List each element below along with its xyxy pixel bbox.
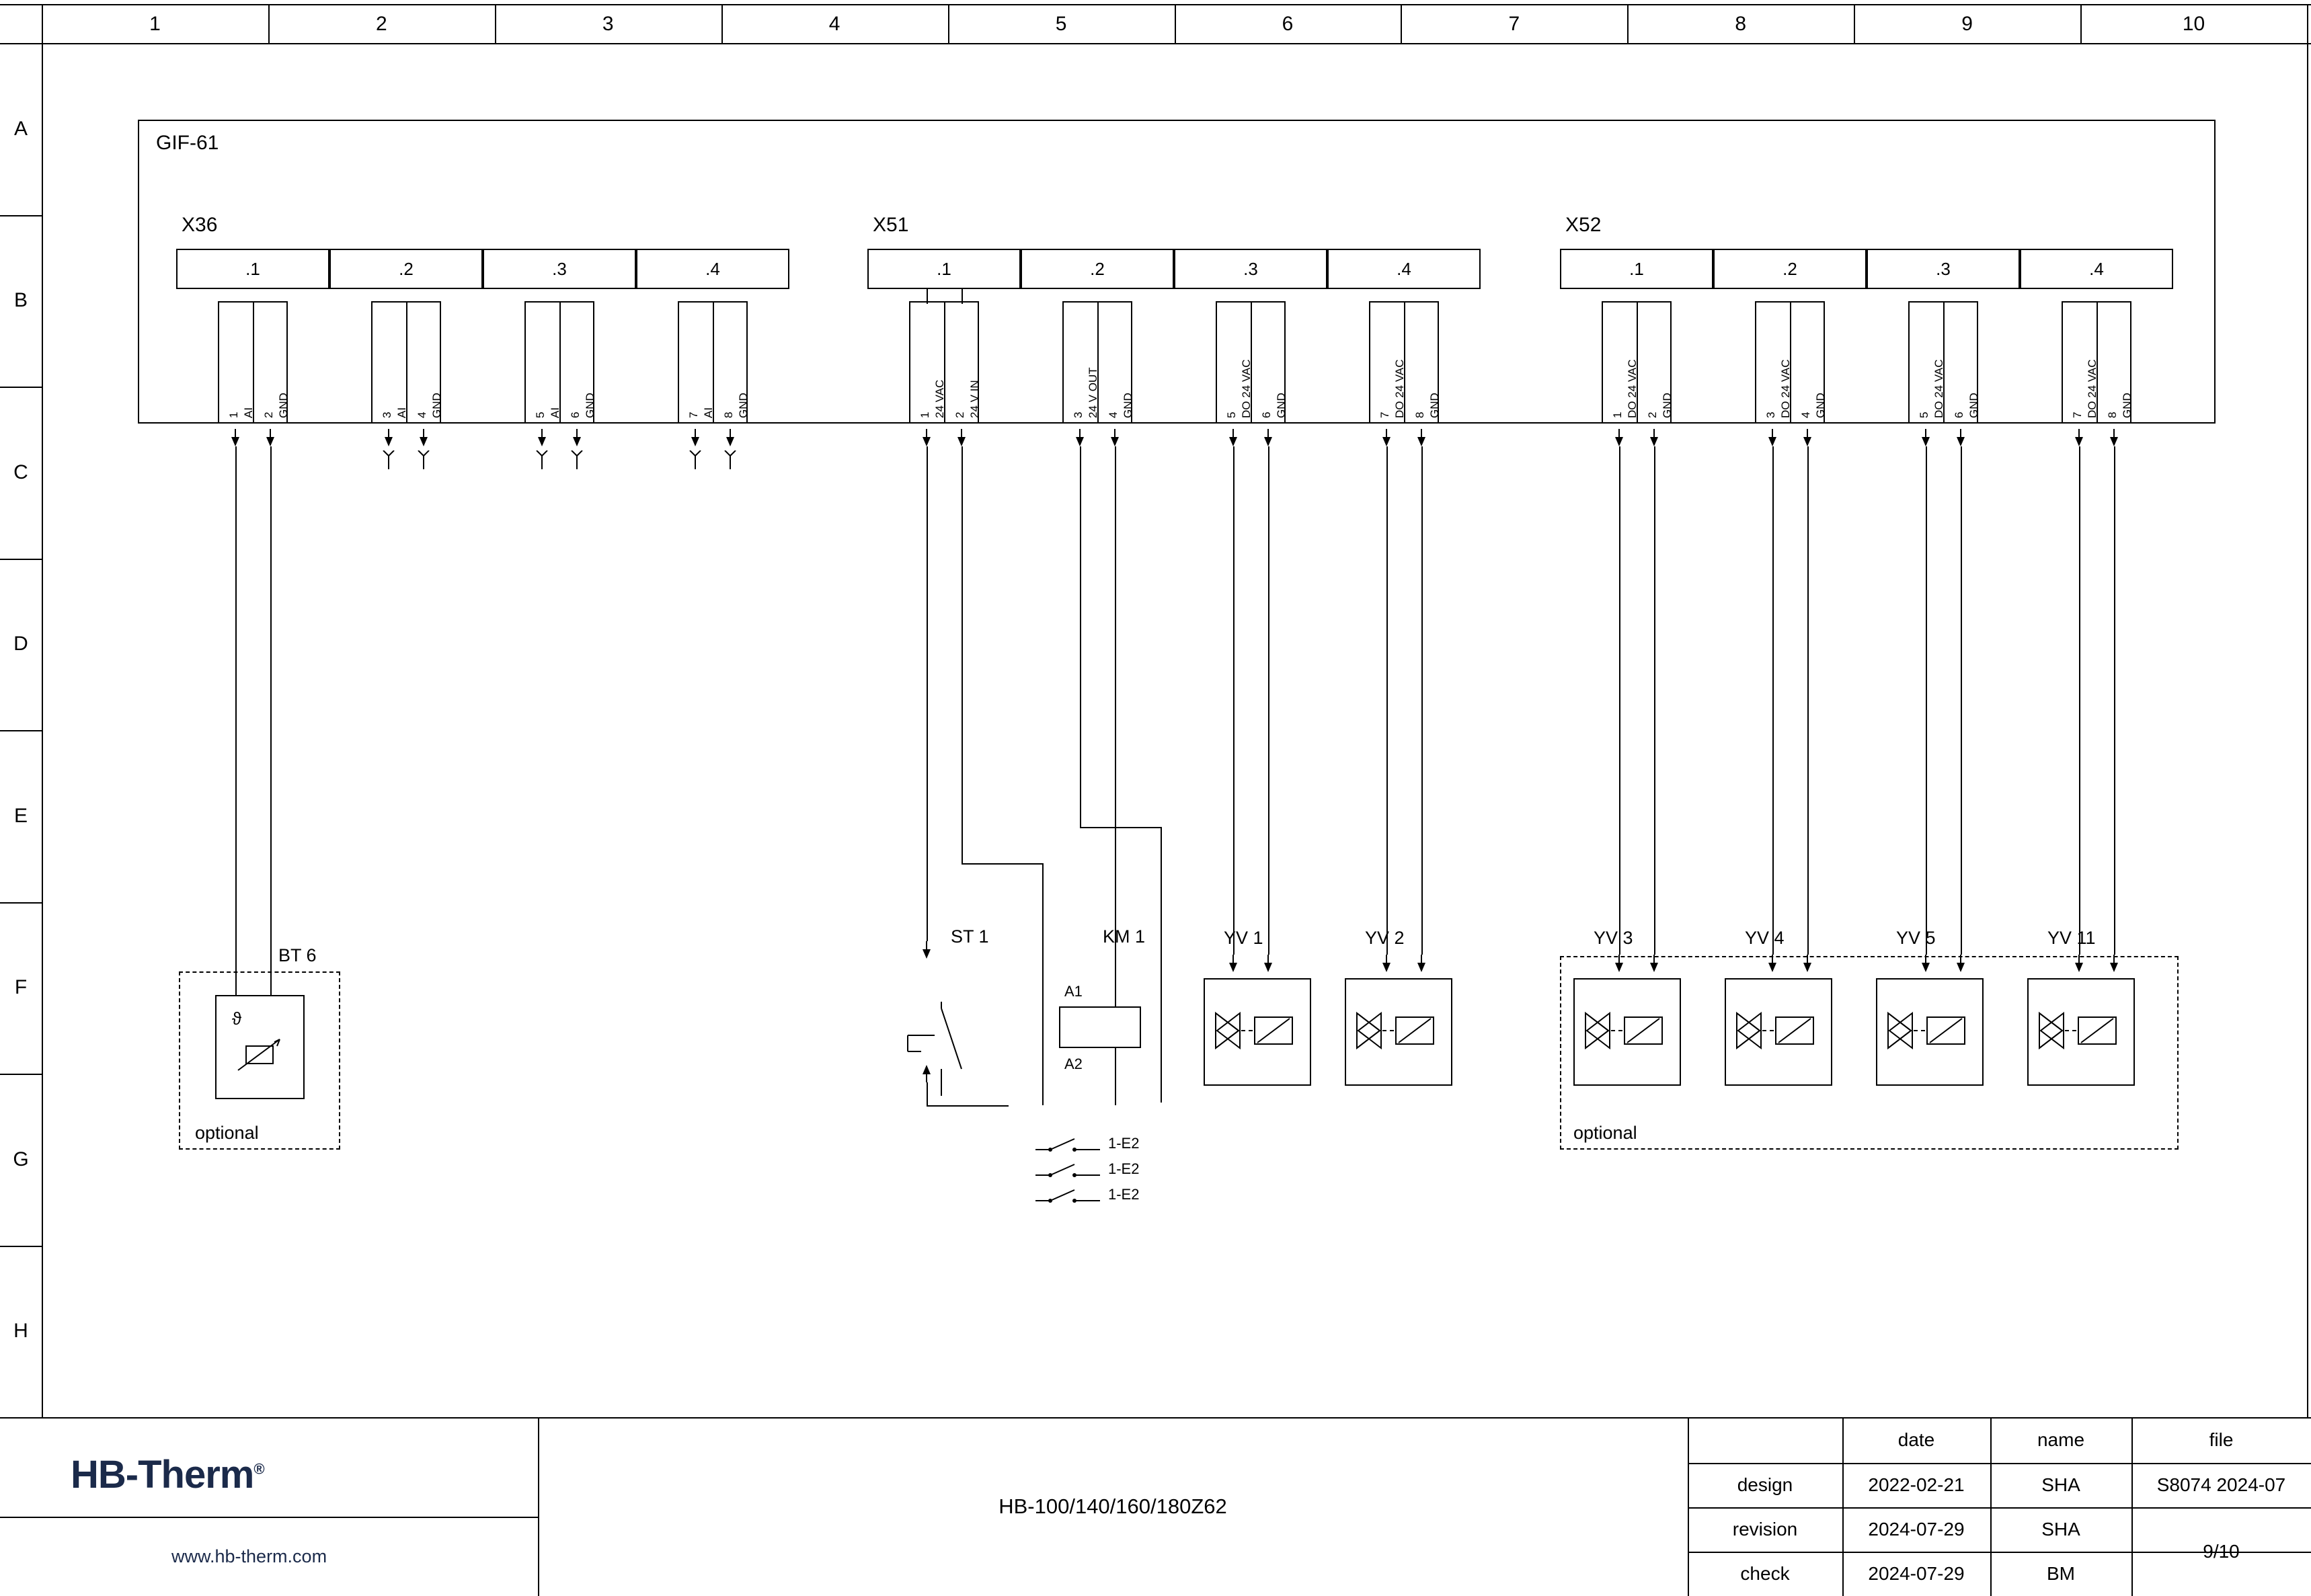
wire-bt6-gnd <box>270 446 272 972</box>
km1-contact-label-1: 1-E2 <box>1108 1135 1140 1152</box>
pin-signal-X51.4-8: GND <box>1428 393 1441 418</box>
x52-arrow-X52.3-5 <box>1920 429 1932 446</box>
km1-contact-label-2: 1-E2 <box>1108 1160 1140 1177</box>
x52-arrow-X52.4-8 <box>2108 429 2120 446</box>
pin-signal-X36.3-5: AI <box>549 407 561 418</box>
x51-arrow-X51.3-5 <box>1227 429 1239 446</box>
column-header-4: 4 <box>828 13 840 35</box>
terminal-divider <box>253 301 254 424</box>
row-divider-B <box>0 215 42 216</box>
pin-signal-X51.1-1: 24 VAC <box>933 379 946 418</box>
column-header-7: 7 <box>1508 13 1520 35</box>
valve-symbol-YV4 <box>1735 1006 1823 1060</box>
wire-X51.3-6 <box>1268 446 1269 955</box>
wire-X52.1-2 <box>1654 446 1655 955</box>
brand-registered-mark: ® <box>253 1460 264 1478</box>
row-header-E: E <box>13 804 28 827</box>
wire-x51-loop-v1 <box>927 288 928 304</box>
frame-colheader-line <box>0 43 2311 44</box>
pin-signal-X51.3-6: GND <box>1275 393 1288 418</box>
x51-arrow-X51.3-6 <box>1262 429 1274 446</box>
column-header-6: 6 <box>1282 13 1294 35</box>
tb-brand-split-line <box>0 1517 538 1518</box>
pin-number-X51.1-1: 1 <box>918 411 931 418</box>
tb-date-revision: 2024-07-29 <box>1868 1519 1965 1540</box>
connector-group-X52.1: .1 <box>1560 249 1713 289</box>
wire-st1-return <box>927 1105 1009 1107</box>
pin-number-X51.1-2: 2 <box>953 411 966 418</box>
x36-stub-6 <box>570 450 584 469</box>
row-divider-G <box>0 1074 42 1075</box>
pin-signal-X51.1-2: 24 V IN <box>968 380 981 418</box>
column-divider-2 <box>268 4 270 43</box>
pin-number-X52.4-7: 7 <box>2071 411 2084 418</box>
x36-arrow-8 <box>724 429 736 446</box>
pin-signal-X36.4-8: GND <box>737 393 750 418</box>
wire-bt6-ai <box>235 446 237 972</box>
x52-arrow-X52.3-6 <box>1955 429 1967 446</box>
wire-x51-loop-top <box>927 288 962 289</box>
bt6-sensor-glyph <box>237 1034 286 1077</box>
st1-symbol <box>894 995 975 1103</box>
x36-arrow-5 <box>536 429 548 446</box>
pin-number-X52.4-8: 8 <box>2106 411 2119 418</box>
valve-symbol-YV5 <box>1887 1006 1974 1060</box>
tb-role-revision: revision <box>1732 1519 1798 1540</box>
frame-right-line <box>2307 4 2308 1419</box>
column-divider-10 <box>2080 4 2082 43</box>
website-link[interactable]: www.hb-therm.com <box>171 1546 327 1566</box>
valve-label-YV4: YV 4 <box>1745 928 1785 948</box>
tb-name-revision: SHA <box>2041 1519 2080 1540</box>
column-header-1: 1 <box>149 13 161 35</box>
x51-arrow-4 <box>1109 429 1121 446</box>
column-header-9: 9 <box>1961 13 1973 35</box>
bt6-optional-label: optional <box>195 1123 259 1143</box>
x36-arrow-1 <box>229 429 241 446</box>
pin-number-X36.3-6: 6 <box>569 411 582 418</box>
km1-contact-label-3: 1-E2 <box>1108 1186 1140 1203</box>
x52-arrow-X52.2-4 <box>1801 429 1813 446</box>
connector-group-X51.4: .4 <box>1327 249 1481 289</box>
pin-signal-X52.1-1: DO 24 VAC <box>1626 359 1639 418</box>
wire-km1-a2-lower <box>1115 1048 1116 1105</box>
connector-name-X51: X51 <box>873 214 909 236</box>
yv-arrow-X51.3-5 <box>1227 955 1239 972</box>
pin-number-X36.4-7: 7 <box>687 411 700 418</box>
pin-number-X52.2-4: 4 <box>1799 411 1812 418</box>
st1-label: ST 1 <box>951 926 989 947</box>
pin-number-X52.3-5: 5 <box>1918 411 1930 418</box>
pin-signal-X51.2-4: GND <box>1122 393 1134 418</box>
tb-name-design: SHA <box>2041 1474 2080 1495</box>
gif61-label: GIF-61 <box>156 132 219 154</box>
row-header-D: D <box>13 633 28 655</box>
column-header-10: 10 <box>2182 13 2205 35</box>
wire-X51.4-8 <box>1421 446 1423 955</box>
column-divider-8 <box>1627 4 1629 43</box>
connector-group-X51.1: .1 <box>867 249 1021 289</box>
valve-symbol-YV3 <box>1584 1006 1672 1060</box>
pin-number-X36.1-1: 1 <box>227 411 240 418</box>
connector-name-X36: X36 <box>182 214 218 236</box>
connector-group-X36.2: .2 <box>329 249 483 289</box>
row-divider-D <box>0 559 42 560</box>
valve-symbol-YV2 <box>1356 1006 1443 1060</box>
pin-number-X52.1-2: 2 <box>1646 411 1659 418</box>
connector-group-X52.3: .3 <box>1867 249 2020 289</box>
pin-number-X52.2-3: 3 <box>1764 411 1777 418</box>
valve-label-YV3: YV 3 <box>1594 928 1633 948</box>
wire-X52.3-5 <box>1926 446 1927 955</box>
row-divider-H <box>0 1246 42 1247</box>
column-divider-9 <box>1854 4 1855 43</box>
x52-arrow-X52.4-7 <box>2073 429 2085 446</box>
column-header-3: 3 <box>602 13 614 35</box>
pin-number-X51.2-3: 3 <box>1072 411 1085 418</box>
bt6-theta-symbol: ϑ <box>232 1008 242 1029</box>
wire-X52.3-6 <box>1961 446 1962 955</box>
tb-name-check: BM <box>2047 1563 2075 1584</box>
row-divider-C <box>0 387 42 388</box>
x51-arrow-3 <box>1074 429 1086 446</box>
pin-signal-X52.3-5: DO 24 VAC <box>1932 359 1945 418</box>
x51-arrow-X51.4-8 <box>1415 429 1427 446</box>
pin-number-X51.3-5: 5 <box>1225 411 1238 418</box>
tb-header-name: name <box>2037 1429 2085 1450</box>
pin-number-X36.1-2: 2 <box>262 411 275 418</box>
column-divider-4 <box>721 4 723 43</box>
wire-X52.4-7 <box>2079 446 2080 955</box>
pin-signal-X51.4-7: DO 24 VAC <box>1393 359 1406 418</box>
row-header-F: F <box>14 976 28 999</box>
x36-arrow-4 <box>418 429 430 446</box>
pin-number-X36.4-8: 8 <box>722 411 735 418</box>
pin-number-X52.1-1: 1 <box>1611 411 1624 418</box>
tb-date-design: 2022-02-21 <box>1868 1474 1965 1495</box>
x36-stub-3 <box>381 450 396 469</box>
x36-arrow-6 <box>571 429 583 446</box>
tb-header-date: date <box>1897 1429 1935 1450</box>
pin-number-X51.3-6: 6 <box>1260 411 1273 418</box>
x36-arrow-7 <box>689 429 701 446</box>
pin-signal-X51.3-5: DO 24 VAC <box>1240 359 1253 418</box>
row-divider-E <box>0 730 42 731</box>
km1-contact-symbol-1 <box>1035 1136 1100 1154</box>
x51-arrow-2 <box>955 429 968 446</box>
pin-signal-X52.2-4: GND <box>1814 393 1827 418</box>
x36-stub-5 <box>535 450 549 469</box>
pin-signal-X52.2-3: DO 24 VAC <box>1779 359 1792 418</box>
terminal-divider <box>559 301 561 424</box>
km1-contact-symbol-3 <box>1035 1187 1100 1205</box>
row-header-G: G <box>13 1148 29 1170</box>
x36-arrow-3 <box>383 429 395 446</box>
pin-signal-X51.2-3: 24 V OUT <box>1087 367 1099 418</box>
tb-role-design: design <box>1737 1474 1793 1495</box>
tb-header-file: file <box>2209 1429 2234 1450</box>
connector-group-X51.2: .2 <box>1021 249 1174 289</box>
connector-group-X52.2: .2 <box>1713 249 1867 289</box>
wire-km1-a1-side <box>1161 827 1162 1103</box>
km1-contact-symbol-2 <box>1035 1162 1100 1179</box>
connector-name-X52: X52 <box>1565 214 1602 236</box>
column-divider-5 <box>948 4 949 43</box>
pin-signal-X52.4-7: DO 24 VAC <box>2086 359 2099 418</box>
valve-label-YV5: YV 5 <box>1896 928 1936 948</box>
connector-group-X36.4: .4 <box>636 249 789 289</box>
pin-signal-X36.3-6: GND <box>584 393 596 418</box>
st1-arrow-in <box>921 941 933 959</box>
wire-24vin <box>962 446 963 863</box>
terminal-divider <box>713 301 714 424</box>
x51-arrow-X51.4-7 <box>1380 429 1393 446</box>
pin-signal-X36.1-1: AI <box>242 407 255 418</box>
yv-arrow-X51.4-7 <box>1380 955 1393 972</box>
pin-signal-X36.1-2: GND <box>277 393 290 418</box>
wire-X52.2-4 <box>1807 446 1809 955</box>
pin-number-X51.2-4: 4 <box>1107 411 1120 418</box>
wire-X51.4-7 <box>1386 446 1388 955</box>
column-header-8: 8 <box>1735 13 1747 35</box>
wire-X52.4-8 <box>2114 446 2115 955</box>
row-header-C: C <box>13 461 28 483</box>
wire-X51.3-5 <box>1233 446 1235 955</box>
connector-group-X52.4: .4 <box>2020 249 2173 289</box>
terminal-divider <box>406 301 407 424</box>
wire-km1-a2 <box>1115 446 1116 1006</box>
yv-arrow-X51.4-8 <box>1415 955 1427 972</box>
tb-file-value: S8074 2024-07 <box>2156 1474 2286 1495</box>
wire-X52.1-1 <box>1619 446 1620 955</box>
km1-terminal-a1: A1 <box>1064 983 1083 1000</box>
km1-label: KM 1 <box>1103 926 1146 947</box>
tb-date-check: 2024-07-29 <box>1868 1563 1965 1584</box>
x36-arrow-2 <box>264 429 276 446</box>
pin-signal-X52.3-6: GND <box>1967 393 1980 418</box>
connector-group-X51.3: .3 <box>1174 249 1327 289</box>
km1-coil-box <box>1059 1006 1141 1048</box>
pin-signal-X52.1-2: GND <box>1661 393 1674 418</box>
wire-x51-loop-v2 <box>962 288 963 304</box>
x51-arrow-1 <box>921 429 933 446</box>
x52-arrow-X52.1-1 <box>1613 429 1625 446</box>
pin-signal-X36.2-4: GND <box>430 393 443 418</box>
column-header-5: 5 <box>1055 13 1067 35</box>
x36-stub-4 <box>416 450 431 469</box>
pin-signal-X36.4-7: AI <box>702 407 715 418</box>
x36-stub-8 <box>723 450 738 469</box>
pin-number-X51.4-8: 8 <box>1413 411 1426 418</box>
column-divider-3 <box>495 4 496 43</box>
pin-number-X51.4-7: 7 <box>1378 411 1391 418</box>
wire-24vin-down <box>1042 863 1044 1105</box>
pin-number-X52.3-6: 6 <box>1953 411 1965 418</box>
row-header-H: H <box>13 1320 28 1343</box>
connector-group-X36.3: .3 <box>483 249 636 289</box>
pin-number-X36.2-4: 4 <box>416 411 428 418</box>
km1-terminal-a2: A2 <box>1064 1055 1083 1072</box>
pin-number-X36.3-5: 5 <box>534 411 547 418</box>
column-divider-6 <box>1175 4 1176 43</box>
valve-symbol-YV1 <box>1214 1006 1302 1060</box>
valve-symbol-YV11 <box>2038 1006 2125 1060</box>
pin-signal-X52.4-8: GND <box>2121 393 2133 418</box>
tb-role-check: check <box>1740 1563 1790 1584</box>
row-header-B: B <box>13 289 28 312</box>
wire-st1-top <box>927 446 928 941</box>
pin-signal-X36.2-3: AI <box>395 407 408 418</box>
wire-km1-a1-upper <box>1080 446 1081 827</box>
tb-page-number: 9/10 <box>2203 1541 2240 1562</box>
x52-arrow-X52.1-2 <box>1648 429 1660 446</box>
wire-24vin-h <box>962 863 1042 865</box>
row-divider-F <box>0 902 42 904</box>
pin-number-X36.2-3: 3 <box>381 411 393 418</box>
valve-label-YV11: YV 11 <box>2047 928 2096 948</box>
bt6-label: BT 6 <box>278 945 317 965</box>
brand-logo <box>71 1452 264 1497</box>
drawing-title: HB-100/140/160/180Z62 <box>998 1494 1227 1518</box>
frame-left-line <box>42 4 43 1419</box>
x52-arrow-X52.2-3 <box>1766 429 1778 446</box>
valve-label-YV2: YV 2 <box>1365 928 1405 948</box>
brand-name: HB-Therm <box>71 1453 254 1497</box>
wire-X52.2-3 <box>1772 446 1774 955</box>
column-divider-7 <box>1401 4 1402 43</box>
wire-km1-a1-h <box>1080 827 1161 828</box>
valves-optional-label: optional <box>1573 1123 1637 1143</box>
valve-label-YV1: YV 1 <box>1224 928 1263 948</box>
yv-arrow-X51.3-6 <box>1262 955 1274 972</box>
column-header-2: 2 <box>375 13 387 35</box>
x36-stub-7 <box>688 450 703 469</box>
row-header-A: A <box>13 117 28 140</box>
connector-group-X36.1: .1 <box>176 249 329 289</box>
